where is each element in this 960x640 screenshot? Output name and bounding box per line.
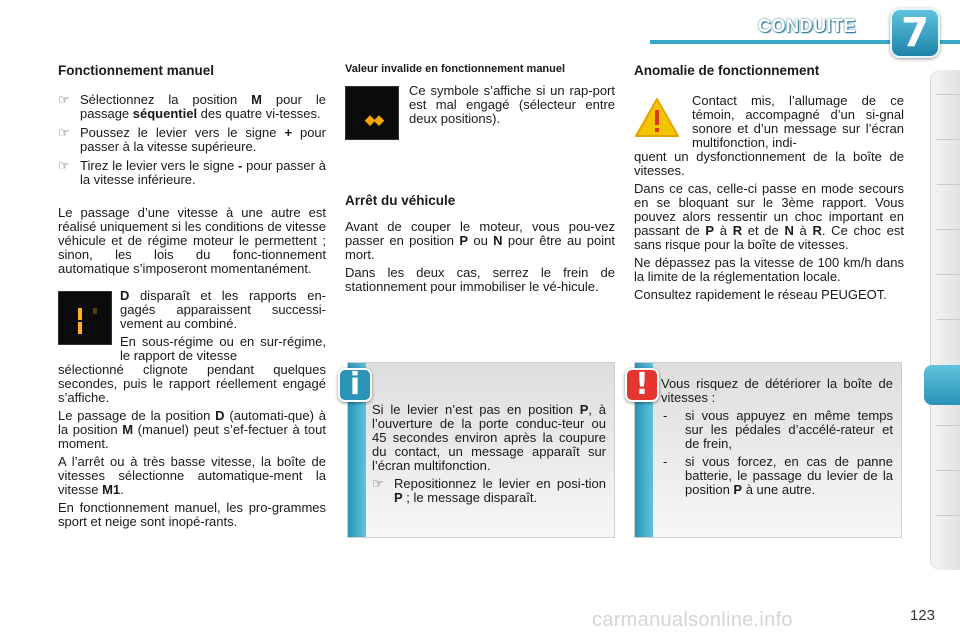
paragraph: Le passage de la position D (automati-que) à la position M (manuel) peut s’ef-fectuer à tout moment. [58, 408, 326, 452]
watermark: carmanualsonline.info [592, 609, 793, 631]
tab-divider [937, 470, 960, 471]
list-item [372, 477, 606, 505]
heading-vehicle-stop: Arrêt du véhicule [345, 192, 456, 208]
invalid-value-row [345, 84, 615, 140]
side-tab-strip [930, 70, 960, 570]
list-item [661, 409, 893, 451]
paragraph: Vous risquez de détériorer la boîte de vitesses : [661, 376, 893, 406]
pointing-hand-icon: ☞ [372, 476, 384, 492]
dash-text: si vous forcez, en cas de panne batterie, le passage du levier de la position P à une autre. [685, 454, 893, 498]
pointing-hand-icon: ☞ [58, 91, 70, 107]
list-item [58, 126, 326, 154]
paragraph: Si le levier n’est pas en position P, à l’ouverture de la porte conduc-teur ou 45 secondes environ après la coupure du contact, un message apparaît sur l’écran multifonction. [372, 402, 606, 474]
tab-divider [937, 425, 960, 426]
column-manual-mode [58, 60, 326, 533]
column-malfunction [634, 60, 904, 306]
paragraph: D disparaît et les rapports en-gagés apparaissent successi-vement au combiné. [120, 287, 326, 331]
section-title: CONDUITE [758, 16, 856, 36]
column-invalid-value [345, 60, 615, 298]
chapter-badge [890, 8, 940, 58]
paragraph: Dans les deux cas, serrez le frein de stationnement pour immobiliser le vé-hicule. [345, 265, 615, 295]
warning-box [634, 362, 902, 538]
bullet-text: Sélectionnez la position M pour le passage séquentiel des quatre vi-tesses. [80, 91, 326, 121]
list-item [58, 159, 326, 187]
paragraph: quent un dysfonctionnement de la boîte de vitesses. [634, 148, 904, 178]
heading-malfunction: Anomalie de fonctionnement [634, 63, 820, 78]
pointing-hand-icon: ☞ [58, 124, 70, 140]
list-item [661, 455, 893, 497]
warning-box-body [661, 377, 893, 501]
heading-invalid-value: Valeur invalide en fonctionnement manuel [345, 63, 566, 75]
dash-marker: - [663, 454, 668, 470]
gear-display-image [58, 291, 112, 345]
page-header [0, 0, 960, 60]
paragraph: Ce symbole s’affiche si un rap-port est mal engagé (sélecteur entre deux positions). [409, 82, 615, 126]
display-illustration-row [58, 289, 326, 363]
info-box-body [372, 403, 606, 510]
warning-row [634, 94, 904, 150]
tab-divider [937, 184, 960, 185]
tab-divider [937, 274, 960, 275]
list-item [58, 93, 326, 121]
warning-triangle-icon [634, 96, 680, 138]
paragraph: sélectionné clignote pendant quelques secondes, puis le rapport réellement engagé s’affiche. [58, 362, 326, 406]
bullet-text: Poussez le levier vers le signe + pour passer à la vitesse supérieure. [80, 124, 326, 154]
active-chapter-tab [924, 365, 960, 405]
paragraph: Avant de couper le moteur, vous pou-vez passer en position P ou N pour être au point mort. [345, 219, 615, 263]
bullet-text: Repositionnez le levier en posi-tion P ; le message disparaît. [394, 476, 606, 506]
heading-manual-mode: Fonctionnement manuel [58, 63, 215, 78]
paragraph: Ne dépassez pas la vitesse de 100 km/h dans la limite de la réglementation locale. [634, 254, 904, 284]
info-box [347, 362, 615, 538]
paragraph: En fonctionnement manuel, les pro-grammes sport et neige sont inopé-rants. [58, 500, 326, 530]
dash-text: si vous appuyez en même temps sur les pédales d’accélé-rateur et de frein, [685, 408, 893, 452]
digit-segment [78, 308, 82, 320]
tab-divider [937, 139, 960, 140]
tab-divider [937, 94, 960, 95]
info-icon: i [338, 368, 372, 402]
bullet-text: Tirez le levier vers le signe - pour passer à la vitesse inférieure. [80, 157, 327, 187]
page-number: 123 [910, 607, 936, 624]
paragraph: Le passage d’une vitesse à une autre est réalisé uniquement si les conditions de vitesse véhicule et de régime moteur le permettent ; sinon, les lois du fonc-tionnement automatique s’imposeront momentanément. [58, 204, 326, 276]
tab-divider [937, 229, 960, 230]
digit-segment [93, 308, 97, 314]
invalid-symbol-icon: ◆◆ [365, 111, 383, 127]
digit-segment [78, 322, 82, 334]
tab-divider [937, 515, 960, 516]
pointing-hand-icon: ☞ [58, 157, 70, 173]
exclamation-icon: ! [625, 368, 659, 402]
dash-marker: - [663, 408, 668, 424]
paragraph: Contact mis, l’allumage de ce témoin, accompagné d’un si-gnal sonore et d’un message sur l’écran multifonction, indi- [692, 92, 904, 150]
tab-divider [937, 319, 960, 320]
paragraph: En sous-régime ou en sur-régime, le rapport de vitesse [120, 334, 326, 364]
invalid-gear-symbol-image [345, 86, 399, 140]
chapter-number: 7 [901, 10, 929, 56]
paragraph: Consultez rapidement le réseau PEUGEOT. [634, 286, 887, 302]
paragraph: A l’arrêt ou à très basse vitesse, la boîte de vitesses sélectionne automatique-ment la vitesse M1. [58, 454, 326, 498]
paragraph: Dans ce cas, celle-ci passe en mode secours en se bloquant sur le 3ème rapport. Vous pouvez alors ressentir un choc important en passant de P à R et de N à R. Ce choc est sans risque pour la boîte de vitesses. [634, 180, 904, 252]
